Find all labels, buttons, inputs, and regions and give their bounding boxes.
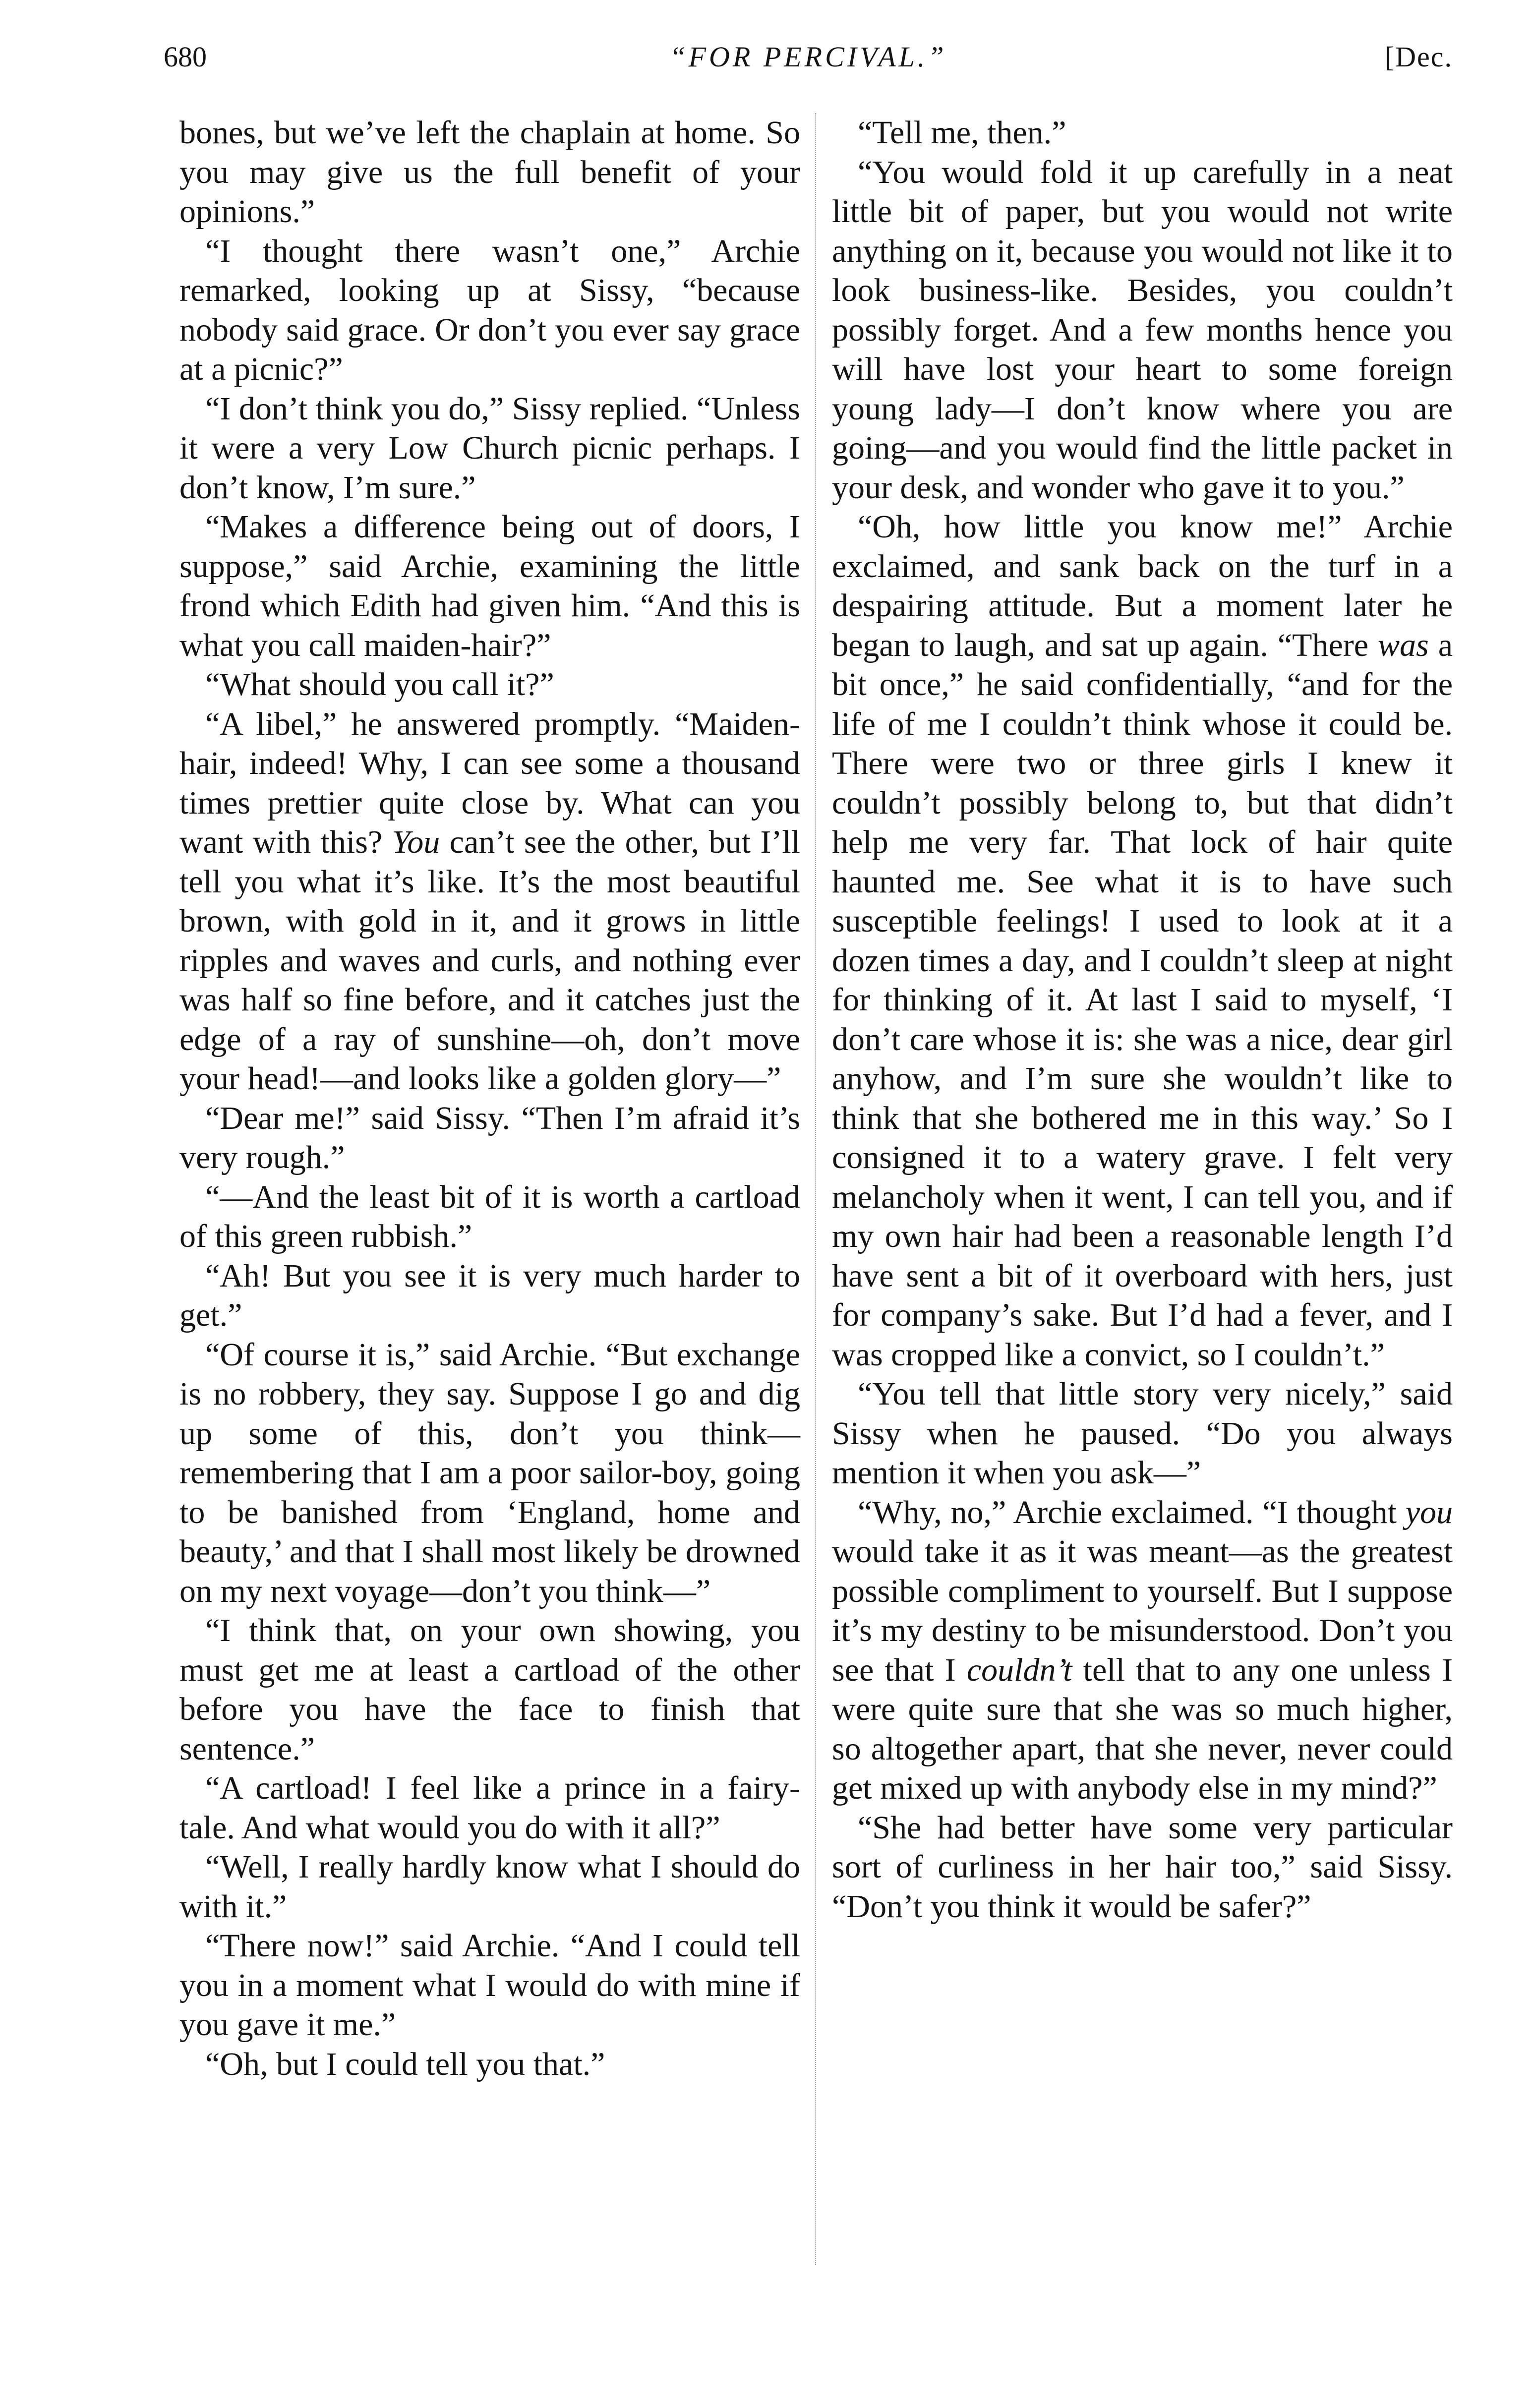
- paragraph-text: a bit once,” he said confidentially, “and for the life of me I couldn’t think whose it could be. There were two or three girls I knew it couldn’t possibly belong to, but that didn’t help me very far. That lock of hair quite haunted me. See what it is to have such susceptible feelings! I used to look at it a dozen times a day, and I couldn’t sleep at night for thinking of it. At last I said to myself, ‘I don’t care whose it is: she was a nice, dear girl anyhow, and I’m sure she wouldn’t like to think that she bothered me in this way.’ So I consigned it to a watery grave. I felt very melancholy when it went, I can tell you, and if my own hair had been a reasonable length I’d have sent a bit of it overboard with hers, just for company’s sake. But I’d had a fever, and I was cropped like a convict, so I couldn’t.”: [832, 627, 1453, 1373]
- right-column: [832, 113, 1453, 1926]
- paragraph: “Ah! But you see it is very much harder to get.”: [179, 1257, 800, 1333]
- section-mark: [Dec.: [1384, 41, 1453, 73]
- paragraph: “Oh, but I could tell you that.”: [205, 2046, 605, 2082]
- paragraph-text: “A libel,” he answered promptly. “Maiden-hair, indeed! Why, I can see some a thousand times prettier quite close by. What can you want with this?: [179, 705, 800, 860]
- paragraph-text: “Oh, how little you know me!” Archie exclaimed, and sank back on the turf in a despairing attitude. But a moment later he began to laugh, and sat up again. “There: [832, 509, 1453, 663]
- paragraph: “I don’t think you do,” Sissy replied. “Unless it were a very Low Church picnic perhaps. I don’t know, I’m sure.”: [179, 390, 800, 506]
- running-title: “FOR PERCIVAL.”: [669, 41, 947, 73]
- paragraph: “—And the least bit of it is worth a cartload of this green rubbish.”: [179, 1178, 800, 1254]
- italic-word: couldn’t: [966, 1651, 1072, 1688]
- paragraph: “Makes a difference being out of doors, I suppose,” said Archie, examining the little frond which Edith had given him. “And this is what you call maiden-hair?”: [179, 509, 800, 663]
- italic-word: You: [392, 824, 440, 860]
- paragraph: “Tell me, then.”: [858, 115, 1066, 151]
- paragraph: [179, 705, 800, 1099]
- paragraph: “You tell that little story very nicely,” said Sissy when he paused. “Do you always mention it when you ask—”: [832, 1376, 1453, 1491]
- paragraph: “Well, I really hardly know what I should do with it.”: [179, 1849, 800, 1925]
- column-divider: [815, 113, 816, 2265]
- paragraph: “What should you call it?”: [205, 666, 554, 703]
- italic-word: was: [1378, 627, 1429, 663]
- page-number: 680: [164, 41, 207, 73]
- paragraph-text: can’t see the other, but I’ll tell you what it’s like. It’s the most beautiful brown, with gold in it, and it grows in little ripples and waves and curls, and nothing ever was half so fine before, and it catches just the edge of a ray of sunshine—oh, don’t move your head!—and looks like a golden glory—”: [179, 824, 800, 1097]
- paragraph: “Of course it is,” said Archie. “But exchange is no robbery, they say. Suppose I go and dig up some of this, don’t you think—remembering that I am a poor sailor-boy, going to be banished from ‘England, home and beauty,’ and that I shall most likely be drowned on my next voyage—don’t you think—”: [179, 1336, 800, 1609]
- paragraph: bones, but we’ve left the chaplain at home. So you may give us the full benefit of your opinions.”: [179, 115, 800, 230]
- paragraph: “A cartload! I feel like a prince in a fairy-tale. And what would you do with it all?”: [179, 1770, 800, 1846]
- paragraph-text: “Why, no,” Archie exclaimed. “I thought: [858, 1494, 1397, 1530]
- paragraph: “I think that, on your own showing, you must get me at least a cartload of the other before you have the face to finish that sentence.”: [179, 1612, 800, 1767]
- paragraph: “You would fold it up carefully in a neat little bit of paper, but you would not write anything on it, because you would not like it to look business-like. Besides, you couldn’t possibly forget. And a few months hence you will have lost your heart to some foreign young lady—I don’t know where you are going—and you would find the little packet in your desk, and wonder who gave it to you.”: [832, 154, 1453, 506]
- paragraph-text: would take it as it was meant—as the greatest possible compliment to yourself. But I suppose it’s my destiny to be misunderstood. Don’t you see that I: [832, 1533, 1453, 1688]
- paragraph: “There now!” said Archie. “And I could tell you in a moment what I would do with mine if you gave it me.”: [179, 1928, 800, 2043]
- paragraph: “I thought there wasn’t one,” Archie remarked, looking up at Sissy, “because nobody said grace. Or don’t you ever say grace at a picnic?”: [179, 233, 800, 387]
- running-head: [164, 30, 1453, 84]
- paragraph: “Dear me!” said Sissy. “Then I’m afraid it’s very rough.”: [179, 1100, 800, 1175]
- paragraph: “She had better have some very particular sort of curliness in her hair too,” said Sissy. “Don’t you think it would be safer?”: [832, 1809, 1453, 1925]
- paragraph-text: tell that to any one unless I were quite sure that she was so much higher, so altogether apart, that she never, never could get mixed up with anybody else in my mind?”: [832, 1651, 1453, 1806]
- left-column: [179, 113, 800, 2084]
- paragraph: [832, 507, 1453, 1374]
- paragraph: [832, 1493, 1453, 1808]
- italic-word: you: [1405, 1494, 1453, 1530]
